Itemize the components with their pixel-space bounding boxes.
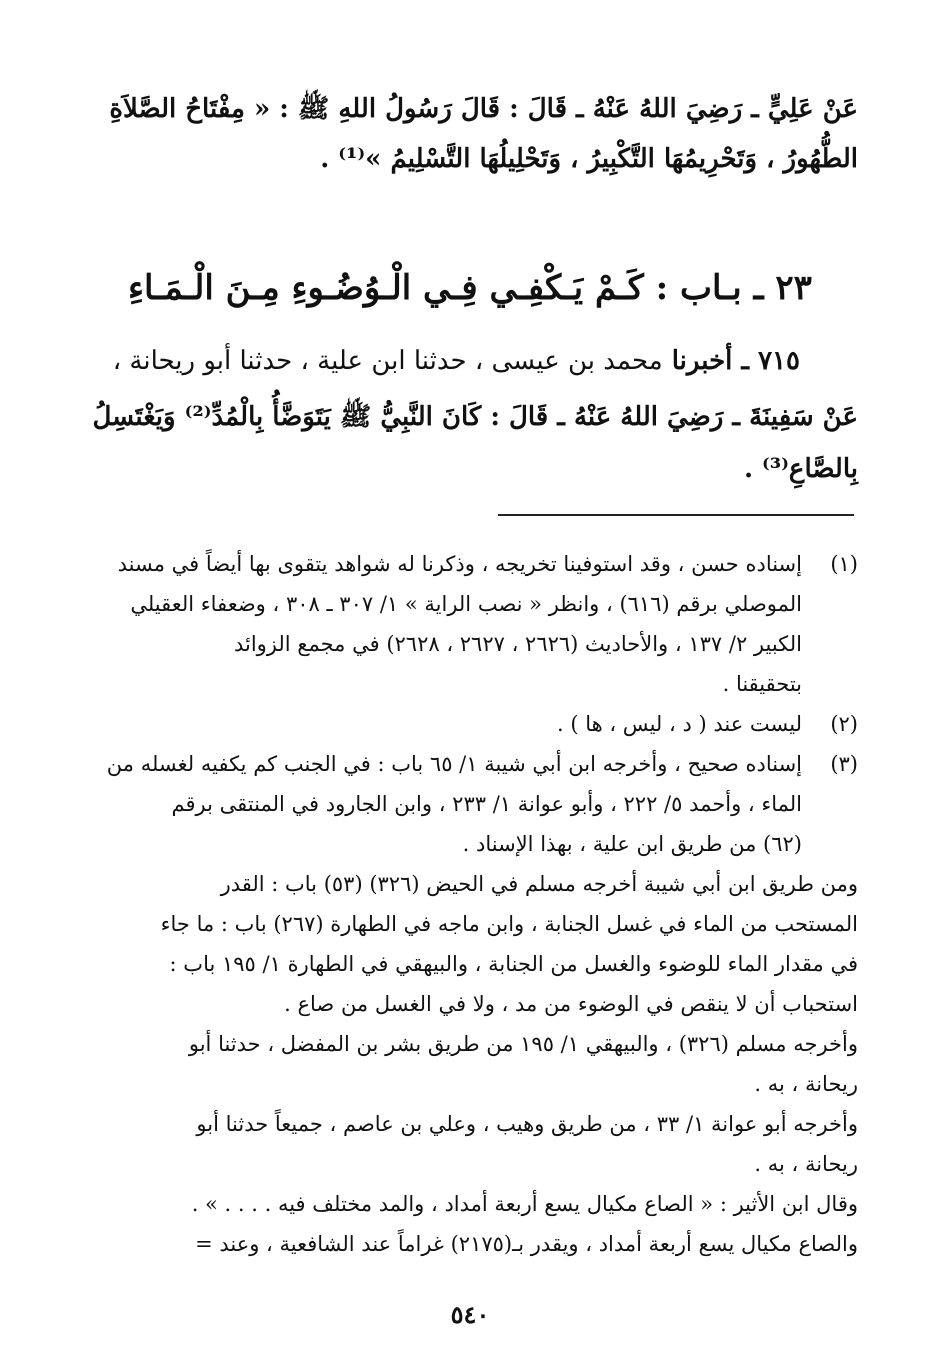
footnote-3-line: (٦٢) من طريق ابن علية ، بهذا الإسناد . — [462, 832, 802, 856]
footnote-1-line: الكبير ٢/ ١٣٧ ، والأحاديث (٢٦٢٦ ، ٢٦٢٧ ، ٢٦٢٨) في مجمع الزوائد — [233, 632, 802, 656]
footnote-3-line: (٣)إسناده صحيح ، وأخرجه ابن أبي شيبة ١/ ٦٥ باب : في الجنب كم يكفيه لغسله من — [106, 752, 858, 776]
hadith-text-line: بِالصَّاعِ⁽³⁾ . — [743, 454, 858, 484]
footnote-separator — [498, 514, 854, 516]
footnote-3-line: وأخرجه مسلم (٣٢٦) ، والبيهقي ١/ ١٩٥ من طريق بشر بن المفضل ، حدثنا أبو — [188, 1032, 858, 1056]
footnote-1-line: (١)إسناده حسن ، وقد استوفينا تخريجه ، وذكرنا له شواهد يتقوى بها أيضاً في مسند — [117, 552, 858, 576]
footnote-3-line: ريحانة ، به . — [754, 1072, 858, 1096]
footnote-2-line: (٢)ليست عند ( د ، ليس ، ها ) . — [556, 712, 858, 736]
footnote-3-line: الماء ، وأحمد ٥/ ٢٢٢ ، وأبو عوانة ١/ ٢٣٣ ، وابن الجارود في المنتقى برقم — [171, 792, 802, 816]
footnote-3-line: ومن طريق ابن أبي شيبة أخرجه مسلم في الحيض (٣٢٦) (٥٣) باب : القدر — [220, 872, 858, 896]
hadith-number: ٧١٥ ـ أخبرنا — [671, 346, 800, 376]
hadith-chain: محمد بن عيسى ، حدثنا ابن علية ، حدثنا أبو ريحانة ، — [112, 346, 663, 376]
chapter-heading: ٢٣ ـ بـاب : كَـمْ يَـكْفِـي فِـي الْـوُضُـوءِ مِـنَ الْـمَـاءِ — [128, 268, 812, 308]
hadith-text-line: الطُّهُورُ ، وَتَحْرِيمُهَا التَّكْبِيرُ ، وَتَحْلِيلُهَا التَّسْلِيمُ »⁽¹⁾ . — [320, 144, 858, 174]
hadith-text-line: عَنْ عَلِيٍّ ـ رَضِيَ اللهُ عَنْهُ ـ قَالَ : قَالَ رَسُولُ اللهِ ﷺ : « مِفْتَاحُ الصَّلاَةِ — [109, 94, 858, 124]
hadith-chain-line — [82, 346, 800, 376]
footnote-number: (٢) — [830, 712, 858, 736]
page-number: ٥٤٠ — [450, 1300, 490, 1329]
footnote-3-line: والصاع مكيال يسع أربعة أمداد ، ويقدر بـ(٢١٧٥) غراماً عند الشافعية ، وعند = — [195, 1232, 858, 1256]
footnote-3-line: في مقدار الماء للوضوء والغسل من الجنابة ، والبيهقي في الطهارة ١/ ١٩٥ باب : — [169, 952, 858, 976]
footnote-3-line: المستحب من الماء في غسل الجنابة ، وابن ماجه في الطهارة (٢٦٧) باب : ما جاء — [160, 912, 858, 936]
footnote-3-line: استحباب أن لا ينقص في الوضوء من مد ، ولا في الغسل من صاع . — [284, 992, 858, 1016]
footnote-number: (١) — [830, 552, 858, 576]
footnote-1-line: الموصلي برقم (٦١٦) ، وانظر « نصب الراية » ١/ ٣٠٧ ـ ٣٠٨ ، وضعفاء العقيلي — [130, 592, 802, 616]
footnote-3-line: ريحانة ، به . — [754, 1152, 858, 1176]
footnote-3-line: وأخرجه أبو عوانة ١/ ٣٣ ، من طريق وهيب ، وعلي بن عاصم ، جميعاً حدثنا أبو — [196, 1112, 858, 1136]
footnote-3-line: وقال ابن الأثير : « الصاع مكيال يسع أربعة أمداد ، والمد مختلف فيه . . . . » . — [191, 1192, 858, 1216]
hadith-text-line: عَنْ سَفِينَةَ ـ رَضِيَ اللهُ عَنْهُ ـ قَالَ : كَانَ النَّبِيُّ ﷺ يَتَوَضَّأُ بِالْمُدِّ⁽²⁾ وَيَغْتَسِلُ — [92, 402, 858, 432]
footnote-number: (٣) — [830, 752, 858, 776]
footnote-1-line: بتحقيقنا . — [722, 672, 802, 696]
